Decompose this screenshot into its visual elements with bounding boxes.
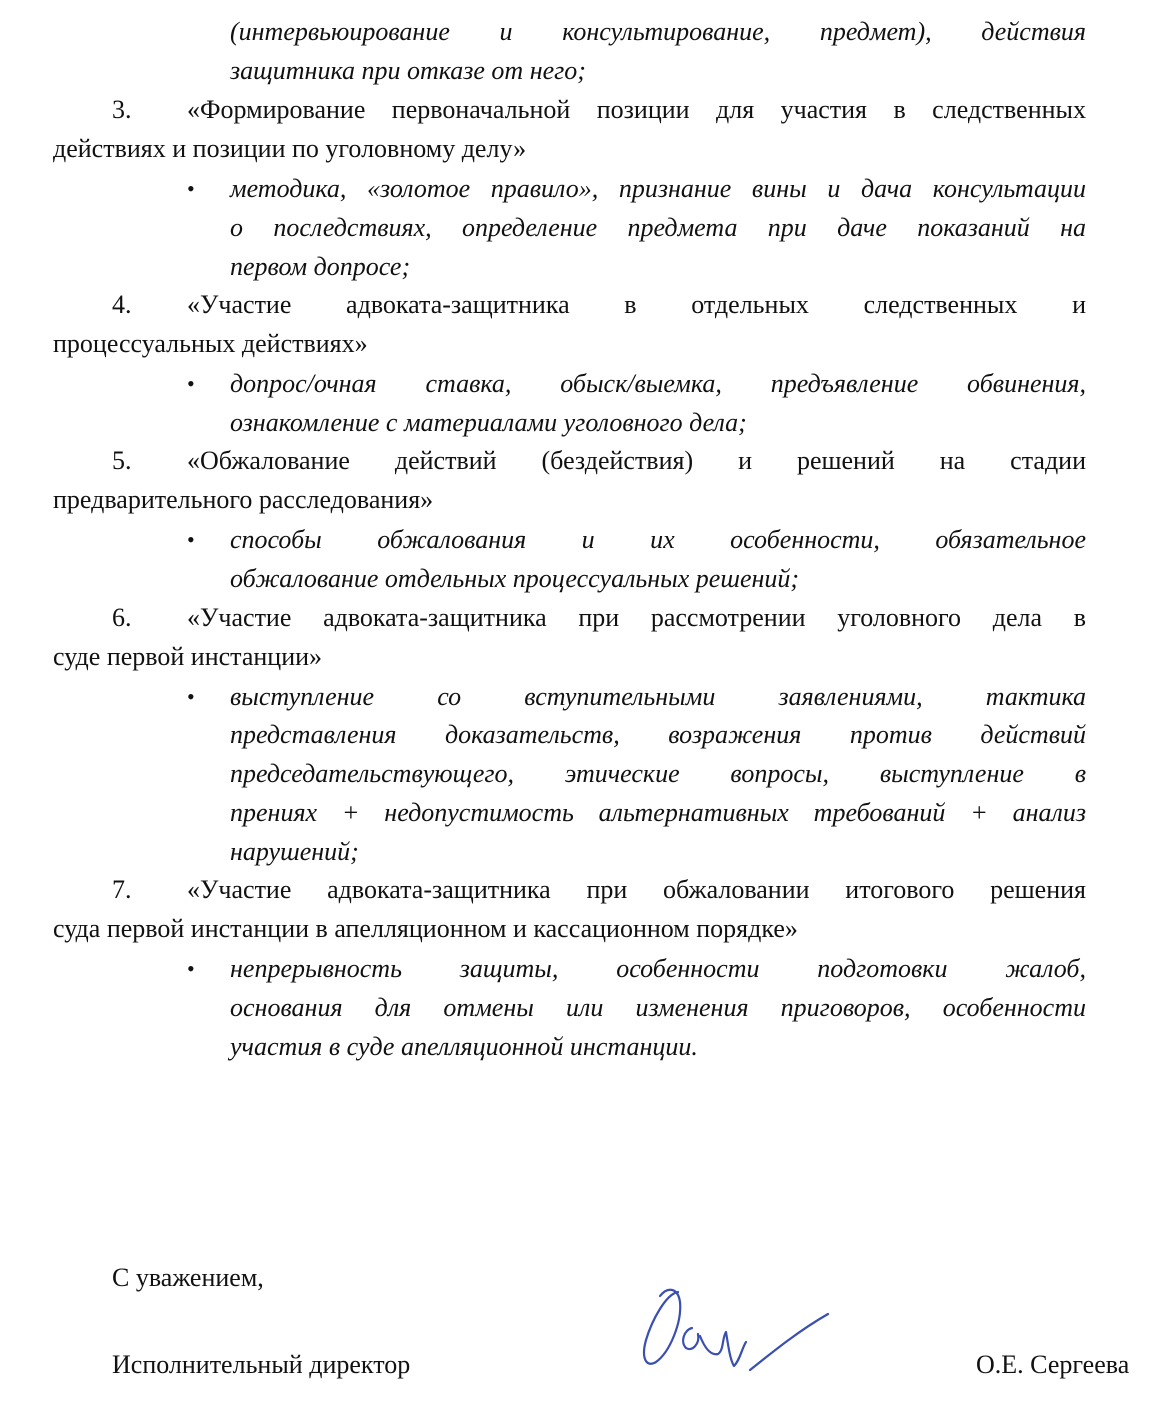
item-number: 5. — [112, 446, 132, 475]
item-bullet-line: способы обжалования и их особенности, обязательное — [230, 525, 1086, 554]
item-title-line: «Обжалование действий (бездействия) и решений на стадии — [187, 446, 1086, 475]
item-bullet-line: представления доказательств, возражения против действий — [230, 720, 1086, 749]
item-number: 6. — [112, 603, 132, 632]
item-title-line: «Участие адвоката-защитника в отдельных следственных и — [187, 290, 1086, 319]
bullet-icon: • — [187, 956, 195, 981]
item-bullet-line: непрерывность защиты, особенности подготовки жалоб, — [230, 954, 1086, 983]
bullet-icon: • — [187, 176, 195, 201]
item-bullet-line: о последствиях, определение предмета при даче показаний на — [230, 213, 1086, 242]
item-bullet-line: допрос/очная ставка, обыск/выемка, предъявление обвинения, — [230, 369, 1086, 398]
signature-image — [630, 1270, 840, 1390]
item-title-line: действиях и позиции по уголовному делу» — [53, 134, 527, 163]
item-bullet-line: основания для отмены или изменения приговоров, особенности — [230, 993, 1086, 1022]
intro-bullet-line-1: (интервьюирование и консультирование, предмет), действия — [230, 17, 1086, 46]
closing-position: Исполнительный директор — [112, 1350, 411, 1379]
item-bullet-line: первом допросе; — [230, 252, 411, 281]
item-title-line: «Формирование первоначальной позиции для участия в следственных — [187, 95, 1086, 124]
bullet-icon: • — [187, 371, 195, 396]
item-title-line: суде первой инстанции» — [53, 642, 323, 671]
item-title-line: предварительного расследования» — [53, 485, 434, 514]
bullet-icon: • — [187, 684, 195, 709]
item-title-line: процессуальных действиях» — [53, 329, 368, 358]
item-bullet-line: прениях + недопустимость альтернативных требований + анализ — [230, 798, 1086, 827]
item-bullet-line: председательствующего, этические вопросы, выступление в — [230, 759, 1086, 788]
closing-regards: С уважением, — [112, 1263, 264, 1292]
item-bullet-line: нарушений; — [230, 837, 359, 866]
item-bullet-line: участия в суде апелляционной инстанции. — [230, 1032, 698, 1061]
item-title-line: «Участие адвоката-защитника при рассмотрении уголовного дела в — [187, 603, 1086, 632]
item-title-line: суда первой инстанции в апелляционном и кассационном порядке» — [53, 914, 798, 943]
item-number: 4. — [112, 290, 132, 319]
item-number: 7. — [112, 875, 132, 904]
item-number: 3. — [112, 95, 132, 124]
item-bullet-line: методика, «золотое правило», признание вины и дача консультации — [230, 174, 1086, 203]
item-bullet-line: выступление со вступительными заявлениями, тактика — [230, 682, 1086, 711]
bullet-icon: • — [187, 527, 195, 552]
intro-bullet-line-2: защитника при отказе от него; — [230, 56, 586, 85]
item-bullet-line: обжалование отдельных процессуальных решений; — [230, 564, 800, 593]
item-title-line: «Участие адвоката-защитника при обжаловании итогового решения — [187, 875, 1086, 904]
item-bullet-line: ознакомление с материалами уголовного дела; — [230, 408, 747, 437]
closing-name: О.Е. Сергеева — [976, 1350, 1130, 1379]
signature-strokes — [644, 1290, 828, 1370]
